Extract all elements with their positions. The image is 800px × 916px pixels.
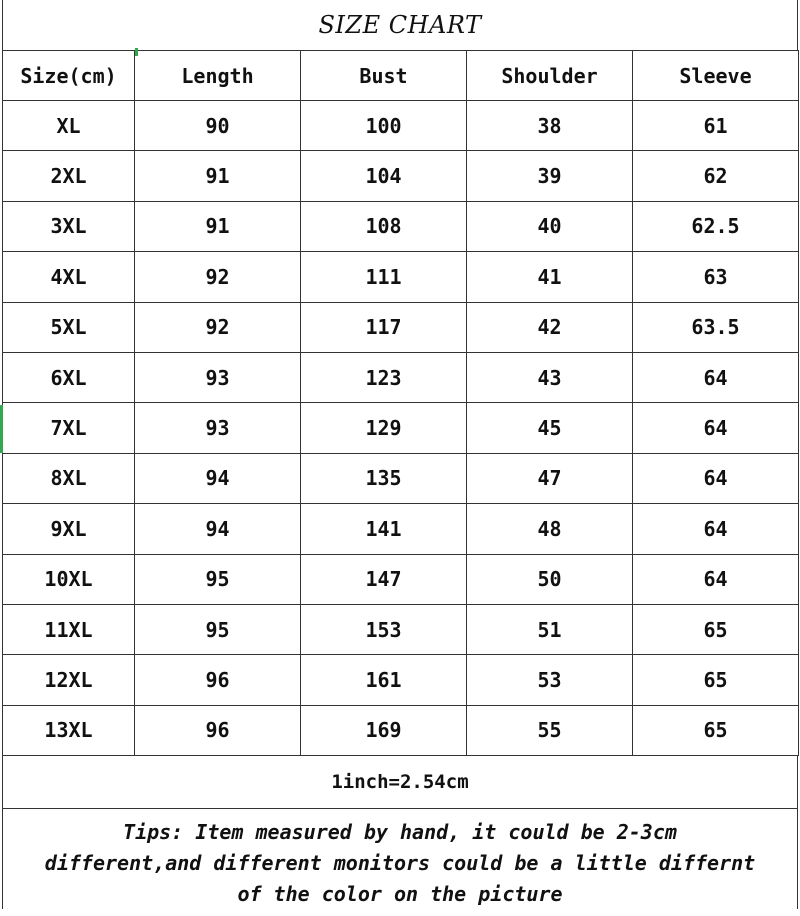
table-row: [3, 403, 799, 453]
bust-cell: 135: [301, 453, 467, 503]
bust-cell: 117: [301, 302, 467, 352]
table-row: [3, 453, 799, 503]
sleeve-cell: 64: [633, 403, 799, 453]
bust-cell: 141: [301, 504, 467, 554]
bust-cell: 153: [301, 604, 467, 654]
table-row: [3, 201, 799, 251]
header-bust: Bust: [301, 51, 467, 101]
length-cell: 94: [135, 504, 301, 554]
shoulder-cell: 38: [467, 101, 633, 151]
sleeve-cell: 64: [633, 453, 799, 503]
size-cell: 2XL: [3, 151, 135, 201]
shoulder-cell: 53: [467, 655, 633, 705]
green-accent-mark-left: [0, 405, 3, 453]
shoulder-cell: 40: [467, 201, 633, 251]
size-cell: 3XL: [3, 201, 135, 251]
sleeve-cell: 62: [633, 151, 799, 201]
length-cell: 95: [135, 554, 301, 604]
table-row: [3, 151, 799, 201]
header-row: [3, 51, 799, 101]
bust-cell: 169: [301, 705, 467, 755]
table-row: [3, 302, 799, 352]
length-cell: 95: [135, 604, 301, 654]
header-length: Length: [135, 51, 301, 101]
chart-title: SIZE CHART: [2, 0, 798, 50]
size-cell: 5XL: [3, 302, 135, 352]
table-row: [3, 352, 799, 402]
size-cell: XL: [3, 101, 135, 151]
size-cell: 13XL: [3, 705, 135, 755]
size-cell: 12XL: [3, 655, 135, 705]
length-cell: 90: [135, 101, 301, 151]
sleeve-cell: 61: [633, 101, 799, 151]
bust-cell: 108: [301, 201, 467, 251]
length-cell: 91: [135, 151, 301, 201]
size-cell: 10XL: [3, 554, 135, 604]
size-cell: 6XL: [3, 352, 135, 402]
bust-cell: 123: [301, 352, 467, 402]
sleeve-cell: 64: [633, 554, 799, 604]
sleeve-cell: 65: [633, 705, 799, 755]
shoulder-cell: 48: [467, 504, 633, 554]
unit-conversion: 1inch=2.54cm: [2, 756, 798, 809]
shoulder-cell: 51: [467, 604, 633, 654]
tips-note: Tips: Item measured by hand, it could be 2-3cm different,and different monitors could be a little differnt of the color on the picture: [2, 809, 798, 909]
sleeve-cell: 64: [633, 352, 799, 402]
sleeve-cell: 65: [633, 604, 799, 654]
size-cell: 11XL: [3, 604, 135, 654]
header-shoulder: Shoulder: [467, 51, 633, 101]
size-chart-sheet: [2, 0, 798, 916]
sleeve-cell: 62.5: [633, 201, 799, 251]
shoulder-cell: 39: [467, 151, 633, 201]
shoulder-cell: 42: [467, 302, 633, 352]
length-cell: 96: [135, 705, 301, 755]
shoulder-cell: 50: [467, 554, 633, 604]
shoulder-cell: 43: [467, 352, 633, 402]
sleeve-cell: 63.5: [633, 302, 799, 352]
table-row: [3, 554, 799, 604]
length-cell: 92: [135, 302, 301, 352]
length-cell: 93: [135, 403, 301, 453]
size-cell: 7XL: [3, 403, 135, 453]
length-cell: 93: [135, 352, 301, 402]
shoulder-cell: 55: [467, 705, 633, 755]
bust-cell: 104: [301, 151, 467, 201]
length-cell: 91: [135, 201, 301, 251]
table-row: [3, 101, 799, 151]
bust-cell: 129: [301, 403, 467, 453]
sleeve-cell: 64: [633, 504, 799, 554]
table-row: [3, 252, 799, 302]
size-cell: 8XL: [3, 453, 135, 503]
length-cell: 92: [135, 252, 301, 302]
size-cell: 4XL: [3, 252, 135, 302]
header-sleeve: Sleeve: [633, 51, 799, 101]
table-row: [3, 705, 799, 755]
length-cell: 94: [135, 453, 301, 503]
shoulder-cell: 41: [467, 252, 633, 302]
table-header: [3, 51, 799, 101]
bust-cell: 100: [301, 101, 467, 151]
table-row: [3, 655, 799, 705]
table-row: [3, 504, 799, 554]
sleeve-cell: 63: [633, 252, 799, 302]
size-cell: 9XL: [3, 504, 135, 554]
bust-cell: 111: [301, 252, 467, 302]
green-accent-mark-top: [135, 48, 138, 56]
table-body: [3, 101, 799, 756]
bust-cell: 161: [301, 655, 467, 705]
header-size: Size(cm): [3, 51, 135, 101]
bust-cell: 147: [301, 554, 467, 604]
table-row: [3, 604, 799, 654]
length-cell: 96: [135, 655, 301, 705]
size-table: [2, 50, 799, 756]
shoulder-cell: 45: [467, 403, 633, 453]
shoulder-cell: 47: [467, 453, 633, 503]
sleeve-cell: 65: [633, 655, 799, 705]
